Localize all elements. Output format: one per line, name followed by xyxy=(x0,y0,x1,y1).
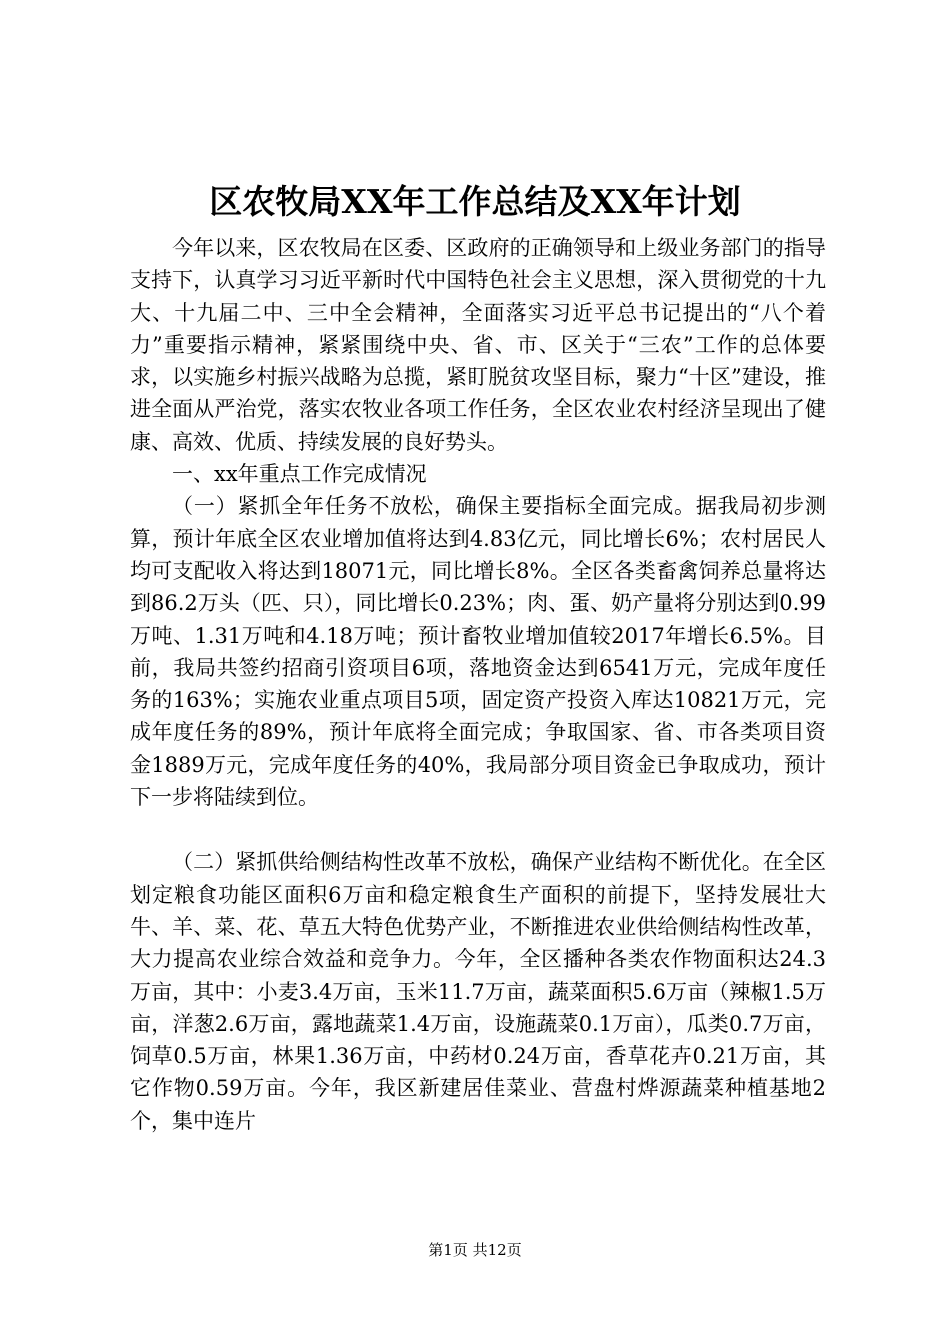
page-footer xyxy=(0,1240,950,1260)
section-heading: 一、xx年重点工作完成情况 xyxy=(172,462,427,487)
subsection-2-paragraph: （二）紧抓供给侧结构性改革不放松，确保产业结构不断优化。在全区划定粮食功能区面积6万亩和稳定粮食生产面积的前提下，坚持发展壮大牛、羊、菜、花、草五大特色优势产业，不断推进农业供给侧结构性改革，大力提高农业综合效益和竞争力。今年，全区播种各类农作物面积达24.3万亩，其中：小麦3.4万亩，玉米11.7万亩，蔬菜面积5.6万亩（辣椒1.5万亩，洋葱2.6万亩，露地蔬菜1.4万亩，设施蔬菜0.1万亩），瓜类0.7万亩，饲草0.5万亩，林果1.36万亩，中药材0.24万亩，香草花卉0.21万亩，其它作物0.59万亩。今年，我区新建居佳菜业、营盘村烨源蔬菜种植基地2个，集中连片 xyxy=(130,850,826,1133)
current-page-number: 第1页 xyxy=(428,1241,468,1259)
paragraph-gap xyxy=(130,813,826,846)
total-pages: 共12页 xyxy=(472,1241,522,1259)
intro-paragraph: 今年以来，区农牧局在区委、区政府的正确领导和上级业务部门的指导支持下，认真学习习近平新时代中国特色社会主义思想，深入贯彻党的十九大、十九届二中、三中全会精神，全面落实习近平总书记提出的“八个着力”重要指示精神，紧紧围绕中央、省、市、区关于“三农”工作的总体要求，以实施乡村振兴战略为总揽，紧盯脱贫攻坚目标，聚力“十区”建设，推进全面从严治党，落实农牧业各项工作任务，全区农业农村经济呈现出了健康、高效、优质、持续发展的良好势头。 xyxy=(130,236,826,454)
document-title: 区农牧局XX年工作总结及XX年计划 xyxy=(209,182,741,221)
subsection-1-paragraph: （一）紧抓全年任务不放松，确保主要指标全面完成。据我局初步测算，预计年底全区农业增加值将达到4.83亿元，同比增长6%；农村居民人均可支配收入将达到18071元，同比增长8%。全区各类畜禽饲养总量将达到86.2万头（匹、只），同比增长0.23%；肉、蛋、奶产量将分别达到0.99万吨、1.31万吨和4.18万吨；预计畜牧业增加值较2017年增长6.5%。目前，我局共签约招商引资项目6项，落地资金达到6541万元，完成年度任务的163%；实施农业重点项目5项，固定资产投资入库达10821万元，完成年度任务的89%，预计年底将全面完成；争取国家、省、市各类项目资金1889万元，完成年度任务的40%，我局部分项目资金已争取成功，预计下一步将陆续到位。 xyxy=(130,494,826,810)
document-body xyxy=(130,232,826,1137)
